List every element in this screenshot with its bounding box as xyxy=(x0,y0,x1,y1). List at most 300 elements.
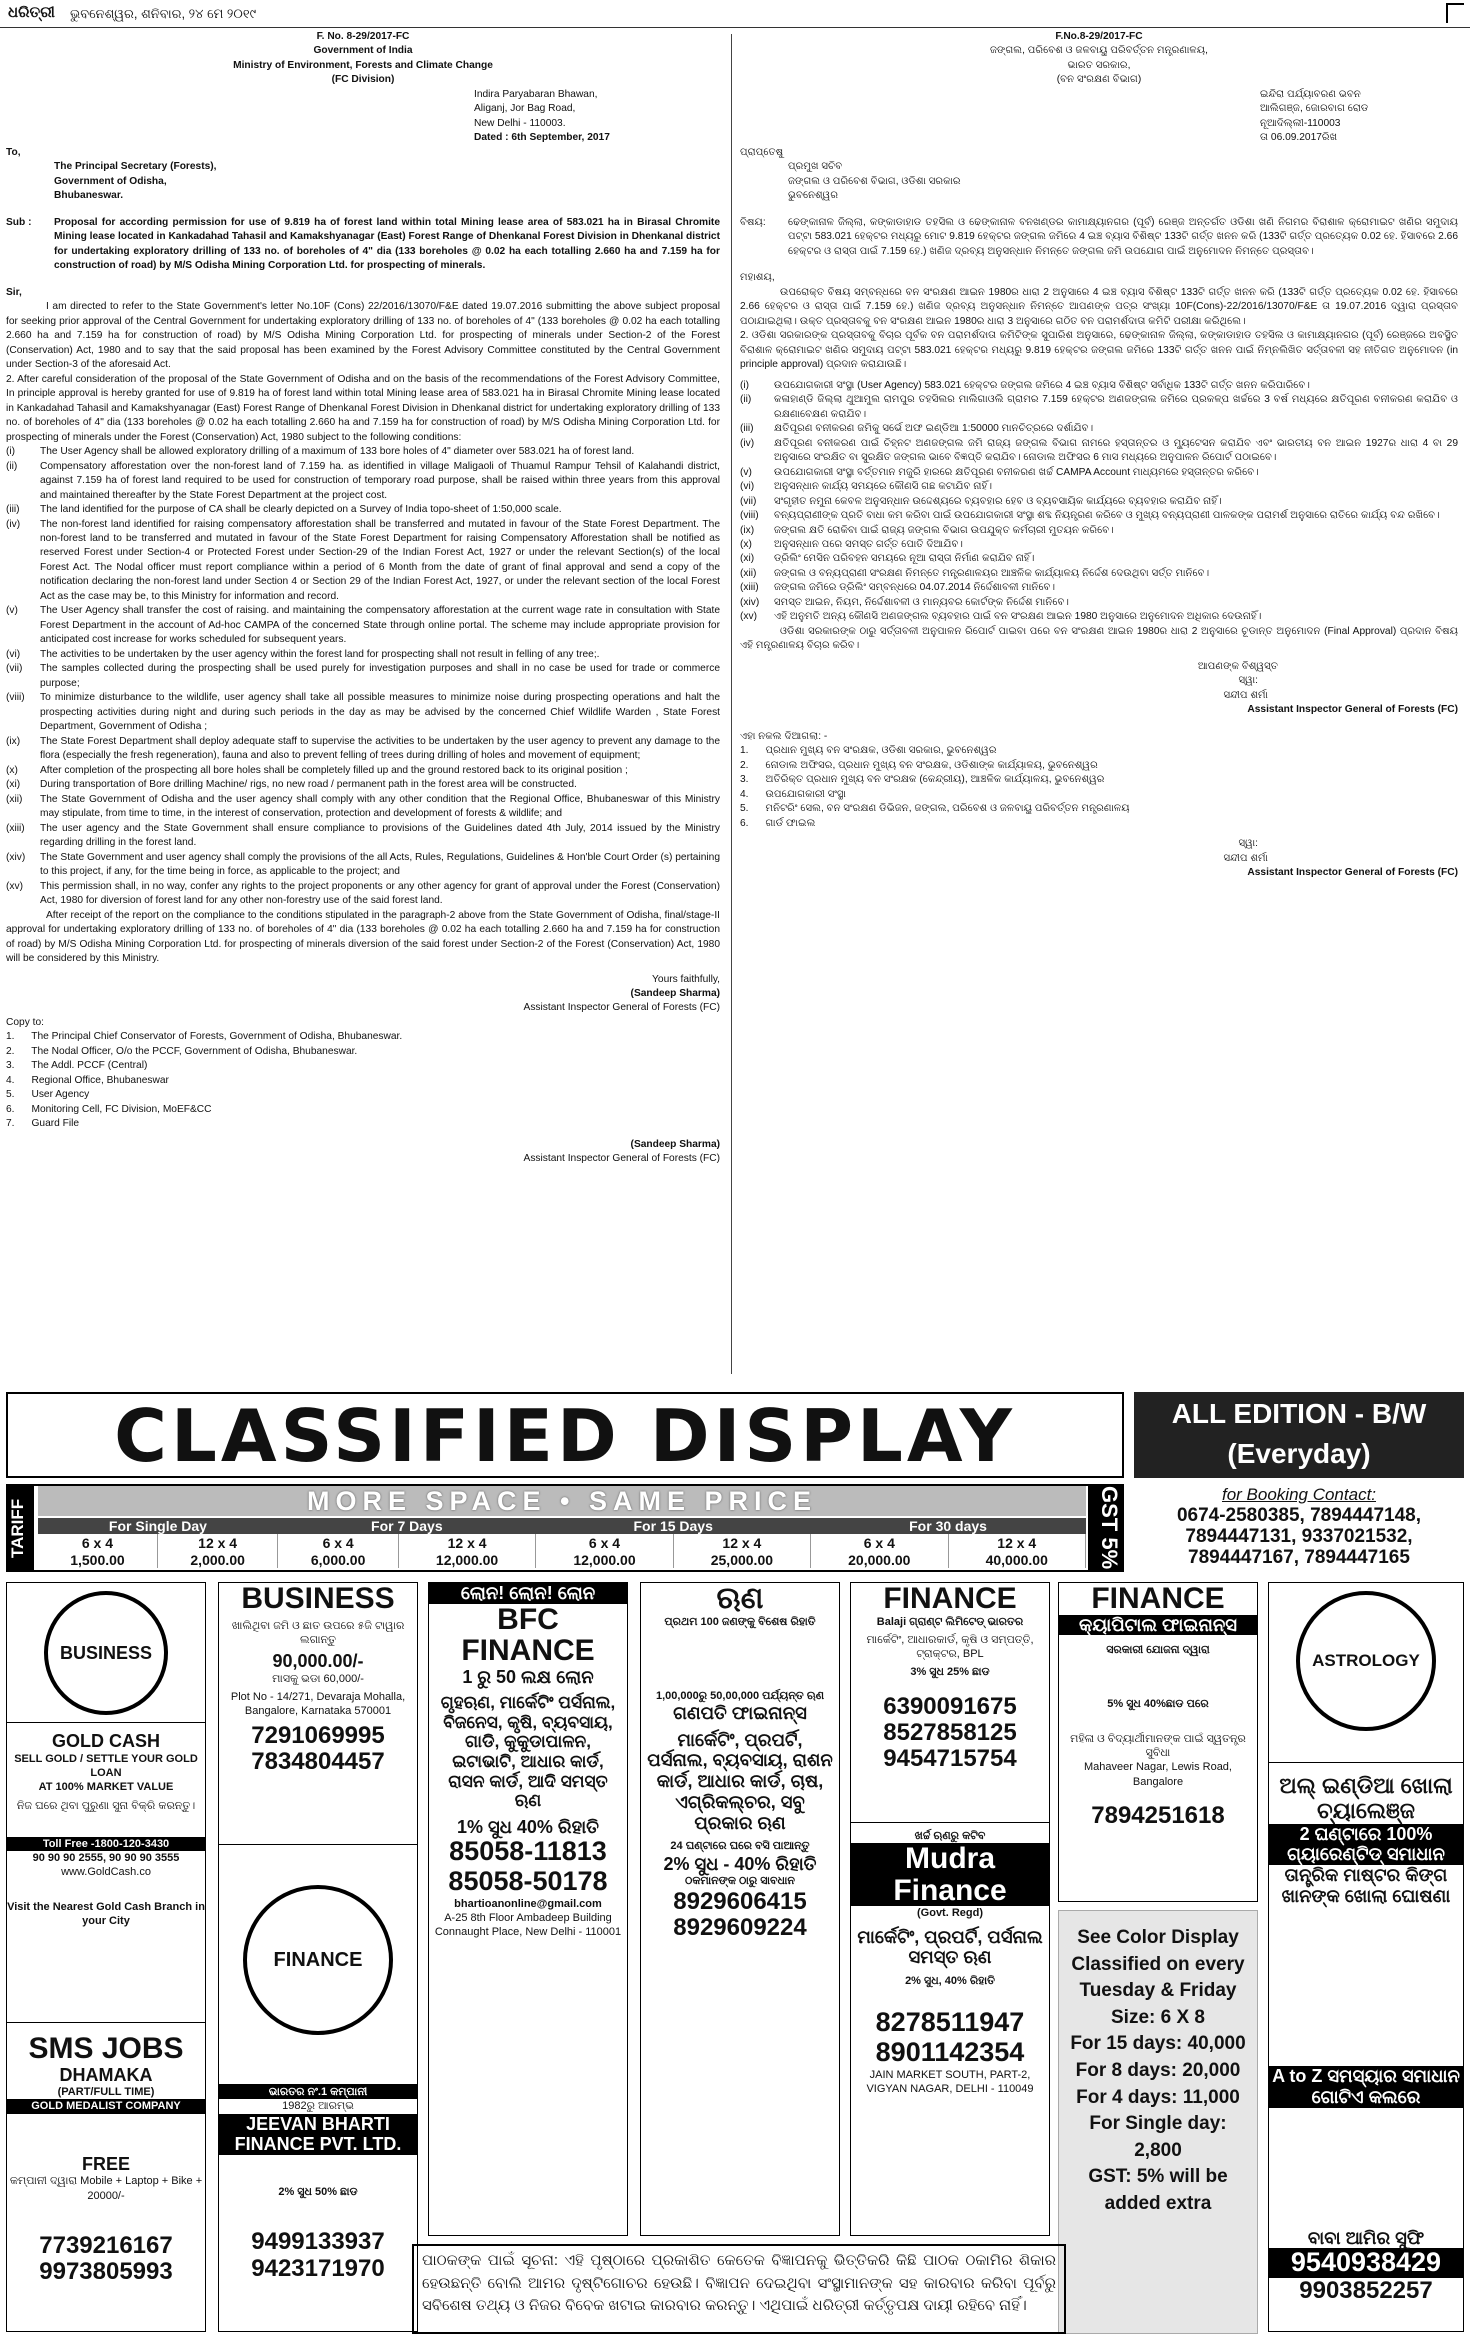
ad-title: FINANCE xyxy=(883,1583,1017,1615)
condition-number: (vii) xyxy=(740,495,757,507)
recipient xyxy=(740,160,1458,203)
colorbox-line: See Color Display xyxy=(1077,1927,1239,1948)
ad-subtitle: କ୍ୟାପିଟାଲ ଫାଇନାନ୍ସ xyxy=(1059,1615,1257,1636)
ad-address: JAIN MARKET SOUTH, PART-2, VIGYAN NAGAR, DELHI - 110049 xyxy=(866,2068,1034,2095)
size-cell: 12 x 4 xyxy=(157,1534,277,1551)
condition-item xyxy=(6,445,720,459)
conditions-list xyxy=(6,445,720,909)
ad-text: 2% ସୁଧ 50% ଛାଡ xyxy=(278,2185,358,2198)
file-number: F.No.8-29/2017-FC xyxy=(1055,31,1143,42)
ad-text: 2% ସୁଧ, 40% ରିହାତି xyxy=(905,1974,995,1987)
subject-text: ଢେଙ୍କାନାଳ ଜିଲ୍ଲା, କଙ୍କାଡାହାଡ ତହସିଲ ଓ ଢେଙ୍କାନାଳ ବନଖଣ୍ଡର କାମାକ୍ଷ୍ୟାନଗର (ପୂର୍ବ) ରେଞ୍ଜ ଅନ୍ତର୍ଗତ ଓଡିଶା ଖଣି ନିଗମର ବିରାଶାଳ କ୍ରୋମାଇଟ ଖଣିର ସମୁଦାୟ ପଟ୍ଟା 583.021 ହେକ୍ଟର ମଧ୍ୟରୁ ମୋଟ 9.819 ହେକ୍ଟର ଜଙ୍ଗଲ ଜମିରେ 4 ଇଞ୍ଚ ବ୍ୟାସ ବିଶିଷ୍ଟ 133ଟି ଗର୍ତ୍ତ ଖନନ କରି (133ଟି ଗର୍ତ୍ତ ପ୍ରତ୍ୟେକ 0.02 ହେ. ହିସାବରେ 2.66 ହେକ୍ଟର ଓ ରାସ୍ତା ପାଇଁ 7.159 ହେ.) ଖଣିଜ ଦ୍ରବ୍ୟ ଅନୁସନ୍ଧାନ ନିମନ୍ତେ ଜଙ୍ଗଲ ଜମି ଉପଯୋଗ ପାଇଁ ଅନୁମୋଦନ ନିମନ୍ତେ ପ୍ରସ୍ତାବ। xyxy=(788,216,1458,257)
website: www.GoldCash.co xyxy=(61,1866,151,1879)
ad-text: ମାର୍କେଟିଂ, ଆଧାରକାର୍ଡ, କୃଷି ଓ ସମ୍ପତ୍ତି, ଟ୍ରାକ୍ଟର, BPL xyxy=(866,1633,1034,1661)
copy-item: 4. Regional Office, Bhubaneswar xyxy=(6,1074,169,1086)
designation-2: Assistant Inspector General of Forests (FC) xyxy=(1247,867,1458,879)
paragraph-1: I am directed to refer to the State Government's letter No.10F (Cons) 22/2016/13070/F&E dated 19.07.2016 submitting the above subject proposal for seeking prior approval of the Central Government for undertaking exploratory drilling of 133 no. of boreholes of 4" (133 boreholes @ 0.02 ha each totalling 2.660 ha and 7.159 ha for construction of road) by M/S Odisha Mining Corporation Ltd. for prospecting of minerals under Section-2 of the Forest (Conservation) Act, 1980 and to say that the said proposal has been examined by the Forest Advisory Committee constituted by the Central Government under Section-3 of the aforesaid Act. xyxy=(6,301,720,371)
phone: 9454715754 xyxy=(883,1745,1017,1773)
ad-text: 5% ସୁଧ 40%ଛାଡ ପରେ xyxy=(1107,1698,1209,1711)
ad-text: (Govt. Regd) xyxy=(917,1907,983,1920)
ad-title: FINANCE xyxy=(1091,1583,1225,1615)
condition-item xyxy=(6,604,720,647)
odia-notice xyxy=(740,30,1458,1382)
address-line: Indira Paryabaran Bhawan, xyxy=(474,88,598,100)
ad-text: ତାନ୍ତ୍ରିକ ମାଷ୍ଟର କିଙ୍ଗ ଖାନଙ୍କ ଖୋଲା ଘୋଷଣା xyxy=(1281,1864,1451,1906)
paragraph-2: 2. ଓଡିଶା ସରକାରଙ୍କ ପ୍ରସ୍ତାବକୁ ବିଚାର ପୂର୍ବକ ବନ ପରାମର୍ଶଦାତା କମିଟିଙ୍କ ସୁପାରିଶ ଅନୁସାରେ, ଢେଙ୍କାନାଳ ଜିଲ୍ଲା, କଙ୍କାଡାହାଡ ତହସିଲ ଓ କାମାକ୍ଷ୍ୟାନଗର (ପୂର୍ବ) ରେଞ୍ଜରେ ଅବସ୍ଥିତ ବିରାଶାଳ କ୍ରୋମାଇଟ ଖଣିର ସମୁଦାୟ ପଟ୍ଟା 583.021 ହେକ୍ଟର ମଧ୍ୟରୁ 9.819 ହେକ୍ଟର ଜଙ୍ଗଲ ଜମିରେ 133ଟି ଗର୍ତ୍ତ ଖନନ ପାଇଁ ନିମ୍ନଲିଖିତ ସର୍ତ୍ତାବଳୀ ସହ ନୀତିଗତ ଅନୁମୋଦନ (in principle approval) ପ୍ରଦାନ କରାଯାଉଛି। xyxy=(740,330,1458,371)
condition-text: କଳାହାଣ୍ଡି ଜିଲ୍ଲା ଥୁଆମୁଲ ରାମପୁର ତହସିଲର ମାଲିଗାଓଲି ଗ୍ରାମର 7.159 ହେକ୍ଟର ଅଣଜଙ୍ଗଲ ଜମିରେ ପ୍ରକଳ୍ପ ଖର୍ଚ୍ଚରେ 3 ବର୍ଷ ମଧ୍ୟରେ କ୍ଷତିପୂରଣ ବନୀକରଣ କରାଯିବ ଓ ରକ୍ଷଣାବେକ୍ଷଣ କରାଯିବ। xyxy=(774,394,1458,420)
ad-text: ଲୋନ! ଲୋନ! ଲୋନ xyxy=(429,1583,627,1604)
condition-text: ସମସ୍ତ ଆଇନ, ନିୟମ, ନିର୍ଦ୍ଦେଶାବଳୀ ଓ ମାନ୍ୟବର କୋର୍ଟଙ୍କ ନିର୍ଦ୍ଦେଶ ମାନିବେ। xyxy=(774,596,1069,608)
color-display-box xyxy=(1058,1910,1258,2334)
signatory: ସନ୍ଦୀପ ଶର୍ମା xyxy=(1223,689,1268,701)
salutation: Sir, xyxy=(6,286,22,298)
condition-number: (x) xyxy=(6,764,18,776)
ad-title: BUSINESS xyxy=(241,1583,395,1615)
designation-2: Assistant Inspector General of Forests (FC) xyxy=(523,1153,720,1165)
ad-title: ଅଲ୍ ଇଣ୍ଡିଆ ଖୋଲା ଚ୍ୟାଲେଞ୍ଜ xyxy=(1279,1773,1453,1824)
phone: 85058-11813 xyxy=(449,1836,607,1867)
condition-text: ସଂଗୃହୀତ ନମୁନା କେବଳ ଅନୁସନ୍ଧାନ ଉଦ୍ଦେଶ୍ୟରେ ବ୍ୟବହାର ହେବ ଓ ବ୍ୟବସାୟିକ କାର୍ଯ୍ୟରେ ବ୍ୟବହାର କରାଯିବ ନାହିଁ। xyxy=(774,495,1222,507)
price-cell: 12,000.00 xyxy=(536,1551,673,1568)
closing: ଆପଣଙ୍କ ବିଶ୍ୱସ୍ତ xyxy=(1197,660,1278,672)
condition-number: (vii) xyxy=(6,663,23,675)
copy-to-label: Copy to: xyxy=(6,1016,44,1028)
condition-number: (xiv) xyxy=(6,851,26,863)
recipient-line: Government of Odisha, xyxy=(54,175,167,187)
government: Government of India xyxy=(313,45,413,57)
business-logo: BUSINESS xyxy=(44,1591,168,1715)
recipient-line: ପ୍ରମୁଖ ସଚିବ xyxy=(788,161,843,173)
condition-item xyxy=(740,480,1458,494)
condition-number: (x) xyxy=(740,538,752,550)
masthead xyxy=(0,0,1470,28)
date-line: Dated : 6th September, 2017 xyxy=(474,132,610,144)
condition-text: The User Agency shall be allowed exploratory drilling of a maximum of 133 bore holes of 4" diameter over 583.021 ha of forest land. xyxy=(40,446,635,458)
condition-item xyxy=(740,495,1458,509)
condition-text: The samples collected during the prospecting shall be used purely for investigation purposes and shall in no case be used for trade or commerce purpose; xyxy=(40,663,720,689)
copy-item: 5. ମନିଟରିଂ ସେଲ, ବନ ସଂରକ୍ଷଣ ଡିଭିଜନ, ଜଙ୍ଗଲ, ପରିବେଶ ଓ ଜଳବାୟୁ ପରିବର୍ତ୍ତନ ମନ୍ତ୍ରଣାଳୟ xyxy=(740,803,1130,815)
condition-number: (vi) xyxy=(6,648,21,660)
ad-text: ଖାଲିଥିବା ଜମି ଓ ଛାତ ଉପରେ ୫ଜି ଟାୱାର ଲଗାନ୍ତୁ xyxy=(231,1619,405,1646)
business-logo-ad xyxy=(7,1583,205,1723)
phone: 9499133937 xyxy=(251,2228,385,2256)
condition-number: (ix) xyxy=(740,524,755,536)
condition-item xyxy=(740,581,1458,595)
size-cell: 12 x 4 xyxy=(673,1534,810,1551)
copy-item: 5. User Agency xyxy=(6,1089,90,1101)
condition-item xyxy=(6,880,720,909)
condition-text: ଅନୁସନ୍ଧାନ ପରେ ସମସ୍ତ ଗର୍ତ୍ତ ପୋତି ଦିଆଯିବ। xyxy=(774,538,964,550)
ad-text: 3% ସୁଧ 25% ଛାଡ xyxy=(910,1666,990,1679)
designation: Assistant Inspector General of Forests (FC) xyxy=(1247,704,1458,716)
copy-item: 7. Guard File xyxy=(6,1118,80,1130)
address-line: ଆଲିଗଞ୍ଜ, ଜୋରବାଗ ରୋଡ xyxy=(1260,103,1369,115)
ad-subtitle: DHAMAKA xyxy=(59,2064,153,2085)
subject-label: Sub : xyxy=(6,216,32,228)
condition-text: The State Government of Odisha and the user agency shall comply with any other condition that the Regional Office, Bhubaneswar of this Ministry may stipulate, from time to time, in the interest of conservation, protection and development of forests & wildlife; and xyxy=(40,793,720,820)
ad-text: 90,000.00/- xyxy=(272,1651,364,1672)
english-notice xyxy=(6,30,724,1382)
copy-item: 1. The Principal Chief Conservator of Forests, Government of Odisha, Bhubaneswar. xyxy=(6,1031,403,1043)
address-line: Aliganj, Jor Bag Road, xyxy=(474,103,576,115)
ad-text: ପ୍ରଥମ 100 ଜଣଙ୍କୁ ବିଶେଷ ରିହାତି xyxy=(664,1615,816,1628)
ad-title: JEEVAN BHARTI FINANCE PVT. LTD. xyxy=(219,2114,417,2155)
copy-item: 4. ଉପଯୋଗକାରୀ ସଂସ୍ଥା xyxy=(740,788,846,800)
condition-item xyxy=(6,793,720,822)
condition-number: (xii) xyxy=(6,793,23,805)
ad-text: ବାବା ଆମିର ସୁଫି xyxy=(1307,2227,1425,2248)
ad-text: AT 100% MARKET VALUE xyxy=(38,1781,174,1794)
ad-column-6 xyxy=(1058,1582,1258,1902)
phone: 7739216167 xyxy=(39,2232,173,2260)
salutation: ମହାଶୟ, xyxy=(740,272,775,284)
tariff-header: For 7 Days xyxy=(278,1518,536,1534)
condition-number: (xv) xyxy=(6,880,23,892)
ad-text: ଗୃହଋଣ, ମାର୍କେଟିଂ ପର୍ସନାଲ, ବିଜନେସ, କୃଷି, ବ୍ୟବସାୟ, ଗାଡି, କୁକୁଡାପାଳନ, ଇଟାଭାଟି, ଆଧାର କାର୍ଡ, ରାସନ କାର୍ଡ, ଆଦି ସମସ୍ତ ଋଣ xyxy=(440,1693,616,1811)
price-cell: 25,000.00 xyxy=(673,1551,810,1568)
ad-text: (PART/FULL TIME) xyxy=(57,2086,155,2099)
condition-text: ଉପଯୋଗକାରୀ ସଂସ୍ଥା ବର୍ତ୍ତମାନ ମଜୁରି ହାରରେ କ୍ଷତିପୂରଣ ବନୀକରଣ ଖର୍ଚ୍ଚ CAMPA Account ମାଧ୍ୟମରେ ହସ୍ତାନ୍ତର କରିବେ। xyxy=(774,466,1259,478)
address-line: New Delhi - 110003. xyxy=(474,117,566,129)
colorbox-line: For 8 days: 20,000 xyxy=(1075,2059,1241,2081)
phones: 90 90 90 2555, 90 90 90 3555 xyxy=(32,1852,180,1865)
condition-text: The State Forest Department shall deploy adequate staff to supervise the activities to be undertaken by the user agency to prevent any damage to the flora (especially the fresh regeneration), fauna and also to prevent felling of trees during drilling of holes and movement of equipment; xyxy=(40,735,720,762)
reader-notice: ପାଠକଙ୍କ ପାଇଁ ସୂଚନା: ଏହି ପୃଷ୍ଠାରେ ପ୍ରକାଶିତ କେତେକ ବିଜ୍ଞାପନକୁ ଭିତ୍ତିକରି କିଛି ପାଠକ ଠକାମିର ଶିକାର ହେଉଛନ୍ତି ବୋଲି ଆମର ଦୃଷ୍ଟିଗୋଚର ହେଉଛି। ବିଜ୍ଞାପନ ଦେଇଥିବା ସଂସ୍ଥାମାନଙ୍କ ସହ କାରବାର କରିବା ପୂର୍ବରୁ ସବିଶେଷ ତଥ୍ୟ ଓ ନିଜର ବିବେକ ଖଟାଇ କାରବାର କରନ୍ତୁ। ଏଥିପାଇଁ ଧରିତ୍ରୀ କର୍ତ୍ତୃପକ୍ଷ ଦାୟୀ ରହିବେ ନାହିଁ। xyxy=(412,2244,1066,2334)
condition-number: (viii) xyxy=(6,692,25,704)
subject-label: ବିଷୟ: xyxy=(740,216,766,228)
condition-text: ଜଙ୍ଗଲ କ୍ଷତି ରୋକିବା ପାଇଁ ରାଜ୍ୟ ଜଙ୍ଗଲ ବିଭାଗ ଉପଯୁକ୍ତ କର୍ମଚାରୀ ମୁତୟନ କରିବେ। xyxy=(774,524,1114,536)
condition-text: The activities to be undertaken by the user agency within the forest land for prospecting shall not result in felling of any tree;. xyxy=(40,648,600,660)
colorbox-line: added extra xyxy=(1104,2192,1212,2214)
size-cell: 6 x 4 xyxy=(38,1534,157,1551)
ad-text: 1,00,000ରୁ 50,00,000 ପର୍ଯ୍ୟନ୍ତ ଋଣ xyxy=(655,1689,825,1702)
condition-text: The user agency and the State Government shall ensure compliance to provisions of the Guidelines dated 4th July, 2014 issued by the Ministry regarding drilling in the forest land. xyxy=(40,822,720,849)
classified-header xyxy=(6,1392,1464,1572)
condition-text: ବନ୍ୟପ୍ରାଣୀଙ୍କ ପ୍ରତି ବାଧା କମ କରିବା ପାଇଁ ଉପଯୋଗକାରୀ ସଂସ୍ଥା ଶବ୍ଦ ନିୟନ୍ତ୍ରଣ କରିବେ ଓ ମୁଖ୍ୟ ବନ୍ୟପ୍ରାଣୀ ପାଳକଙ୍କ ପରାମର୍ଶ ଅନୁସାରେ ରାତିରେ କାର୍ଯ୍ୟ ବନ୍ଦ ରଖିବେ। xyxy=(774,510,1440,522)
size-cell: 12 x 4 xyxy=(398,1534,535,1551)
astrology-ad xyxy=(1269,1763,1463,2331)
ad-text: କମ୍ପାନୀ ଦ୍ୱାରା Mobile + Laptop + Bike + 20000/- xyxy=(9,2175,203,2202)
signatory: (Sandeep Sharma) xyxy=(630,988,720,999)
tariff-grid xyxy=(38,1518,1086,1568)
copy-list xyxy=(740,744,1458,831)
copy-item: 2. ନୋଡାଲ ଅଫିସର, ପ୍ରଧାନ ମୁଖ୍ୟ ବନ ସଂରକ୍ଷକ, ଓଡିଶାଙ୍କ କାର୍ଯ୍ୟାଳୟ, ଭୁବନେଶ୍ୱର xyxy=(740,759,1098,771)
address-line: ଇନ୍ଦିରା ପର୍ଯ୍ୟାବରଣ ଭବନ xyxy=(1260,88,1361,100)
colorbox-line: For 15 days: 40,000 xyxy=(1070,2033,1246,2055)
condition-text: The User Agency shall transfer the cost of raising. and maintaining the compensatory afforestation at the current wage rate in consultation with State Forest Department in the account of Ad-hoc CAMPA of the concerned State through online portal. The scheme may include appropriate provision for anticipated cost increase for works scheduled for subsequent years. xyxy=(40,605,720,646)
condition-number: (i) xyxy=(740,379,750,391)
paragraph-3: ଓଡିଶା ସରକାରଙ୍କ ଠାରୁ ସର୍ତ୍ତାବଳୀ ଅନୁପାଳନ ରିପୋର୍ଟ ପାଇବା ପରେ ବନ ସଂରକ୍ଷଣ ଆଇନ 1980ର ଧାରା 2 ଅନୁସାରେ ଚୂଡାନ୍ତ ଅନୁମୋଦନ (Final Approval) ପ୍ରଦାନ ବିଷୟ ଏହି ମନ୍ତ୍ରଣାଳୟ ବିଚାର କରିବ। xyxy=(740,625,1458,652)
ad-text: ମହିଳା ଓ ବିଦ୍ୟାର୍ଥୀମାନଙ୍କ ପାଇଁ ସ୍ୱତନ୍ତ୍ର ସୁବିଧା xyxy=(1070,1732,1246,1760)
recipient-line: ଜଙ୍ଗଲ ଓ ପରିବେଶ ବିଭାଗ, ଓଡିଶା ସରକାର xyxy=(788,175,961,187)
condition-text: ଅନୁସନ୍ଧାନ କାର୍ଯ୍ୟ ସମୟରେ କୌଣସି ଗଛ କଟାଯିବ ନାହିଁ। xyxy=(774,481,993,493)
condition-text: The State Government and user agency shall comply the provisions of the all Acts, Rules, Regulations, Guidelines & Hon'ble Court Order (s) pertaining to this project, if any, for the time being in force, as applicable to the project; and xyxy=(40,851,720,878)
ad-text: ମାର୍କେଟିଂ, ପ୍ରପର୍ଟି, ପର୍ସନାଲ, ବ୍ୟବସାୟ, ରାଶନ କାର୍ଡ, ଆଧାର କାର୍ଡ, ଚାଷ, ଏଗ୍ରିକଲ୍ଚର, ସବୁ ପ୍ରକାର ଋଣ xyxy=(647,1729,833,1833)
paragraph-1: ଉପରୋକ୍ତ ବିଷୟ ସମ୍ବନ୍ଧରେ ବନ ସଂରକ୍ଷଣ ଆଇନ 1980ର ଧାରା 2 ଅନୁସାରେ 4 ଇଞ୍ଚ ବ୍ୟାସ ବିଶିଷ୍ଟ 133ଟି ଗର୍ତ୍ତ ଖନନ କରି (133ଟି ଗର୍ତ୍ତ ପ୍ରତ୍ୟେକ 0.02 ହେ. ହିସାବରେ 2.66 ହେକ୍ଟର ଓ ରାସ୍ତା ପାଇଁ 7.159 ହେ.) ଖଣିଜ ଦ୍ରବ୍ୟ ଅନୁସନ୍ଧାନ ନିମନ୍ତେ ଆପଣଙ୍କ ପତ୍ର ସଂଖ୍ୟା 10F(Cons)-22/2016/13070/F&E ତା 19.07.2016 ଦ୍ୱାରା ପ୍ରସ୍ତାବ ପଠାଯାଇଥିଲା। ଉକ୍ତ ପ୍ରସ୍ତାବକୁ ବନ ସଂରକ୍ଷଣ ଆଇନ 1980ର ଧାରା 3 ଅନୁସାରେ ଗଠିତ ବନ ପରାମର୍ଶଦାତା କମିଟି ପରୀକ୍ଷା କରିଥିଲେ। xyxy=(740,286,1458,327)
mudra-finance-ad xyxy=(851,1823,1049,2235)
condition-number: (v) xyxy=(6,605,18,617)
condition-number: (iv) xyxy=(740,437,755,449)
government: ଭାରତ ସରକାର, xyxy=(1067,59,1131,71)
ad-text: GOLD MEDALIST COMPANY xyxy=(7,2099,205,2113)
condition-number: (ix) xyxy=(6,735,21,747)
subject-text: Proposal for according permission for use of 9.819 ha of forest land within total Mining lease area of 583.021 ha in Birasal Chromite Mining lease located in Kankadahad Tahasil and Kamakshyanagar (East) Forest Range of Dhenkanal Forest Division in Dhenkanal district for undertaking exploratory drilling of 133 no. of boreholes of 4" dia (133 boreholes @ 0.02 ha each totalling 2.660 ha and 7.159 ha for construction of road) by M/S Odisha Mining Corporation Ltd. for prospecting of minerals. xyxy=(54,216,720,272)
phone: 85058-50178 xyxy=(448,1866,608,1897)
business-ad xyxy=(219,1583,417,1845)
price-cell: 12,000.00 xyxy=(398,1551,535,1568)
issue-date: ଭୁବନେଶ୍ୱର, ଶନିବାର, ୨୪ ମେ ୨୦୧୯ xyxy=(70,6,257,21)
phone: 6390091675 xyxy=(883,1692,1017,1720)
condition-item xyxy=(6,735,720,764)
condition-text: ଉପଯୋଗକାରୀ ସଂସ୍ଥା (User Agency) 583.021 ହେକ୍ଟର ଜଙ୍ଗଲ ଜମିରେ 4 ଇଞ୍ଚ ବ୍ୟାସ ବିଶିଷ୍ଟ ସର୍ବାଧିକ 133ଟି ଗର୍ତ୍ତ ଖନନ କରିପାରିବେ। xyxy=(774,379,1310,391)
condition-text: ଜଙ୍ଗଲ ଓ ବନ୍ୟପ୍ରାଣୀ ସଂରକ୍ଷଣ ନିମନ୍ତେ ମନ୍ତ୍ରଣାଳୟର ଆଞ୍ଚଳିକ କାର୍ଯ୍ୟାଳୟ ନିର୍ଦ୍ଦେଶ ଦେଉଥିବା ସର୍ତ୍ତ ମାନିବେ। xyxy=(774,567,1210,579)
copy-item: 3. The Addl. PCCF (Central) xyxy=(6,1060,148,1072)
condition-number: (ii) xyxy=(740,394,752,406)
phone: 8278511947 xyxy=(875,2007,1025,2038)
tariff-header: For Single Day xyxy=(38,1518,278,1534)
ad-column-1 xyxy=(6,1582,206,2332)
phone: 9903852257 xyxy=(1299,2277,1433,2305)
copy-to-label: ଏହା ନକଲ ଦିଆଗଲା: - xyxy=(740,730,828,742)
page-corner-mark xyxy=(1446,3,1464,23)
condition-item xyxy=(740,509,1458,523)
condition-item xyxy=(6,518,720,605)
subject xyxy=(6,216,720,274)
condition-item xyxy=(6,822,720,851)
condition-item xyxy=(740,610,1458,624)
email: bhartioanonline@gmail.com xyxy=(454,1897,602,1910)
ad-text: ନିଜ ଘରେ ଥିବା ପୁରୁଣା ସୁନା ବିକ୍ରି କରନ୍ତୁ। xyxy=(16,1799,196,1812)
ad-text: 2% ସୁଧ - 40% ରିହାତି xyxy=(663,1853,817,1874)
condition-text: ଡ୍ରିଲିଂ ମେସିନ ପରିବହନ ସମୟରେ ନୂଆ ରାସ୍ତା ନିର୍ମାଣ କରାଯିବ ନାହିଁ। xyxy=(774,553,1035,565)
condition-item xyxy=(740,422,1458,436)
ad-title: SMS JOBS xyxy=(28,2032,184,2065)
condition-text: The non-forest land identified for raising compensatory afforestation shall be transferred and mutated in favour of the State Forest Department. The non-forest land to be transferred and mutated in favour of the State Forest Department for raising Compensatory Afforestation shall be notified as reserved Forest under Section-4 or Protected Forest under Section-29 of the Indian Forest Act, 1927 or under the relevant Section(s) of the local Forest Act. The Nodal officer must report compliance within a period of 6 Month from the date of grant of final approval and send a copy of the notification declaring the non-forest land under Section 4 or Section 29 of the Indian Forest Act, 1927, or under the relevant section of the local Forest Act as the case may be, to this Ministry for information and record. xyxy=(40,518,720,602)
sms-jobs-ad xyxy=(7,2023,205,2331)
ad-address: A-25 8th Floor Ambadeep Building Connaught Place, New Delhi - 110001 xyxy=(434,1912,622,1939)
ad-column-5 xyxy=(850,1582,1050,2236)
date-line: ତା 06.09.2017ରିଖ xyxy=(1260,132,1338,144)
ad-title: ଋଣ xyxy=(716,1583,764,1615)
ad-text: 24 ଘଣ୍ଟାରେ ଘରେ ବସି ପାଆନ୍ତୁ xyxy=(670,1840,810,1853)
booking-phone-line: 7894447167, 7894447165 xyxy=(1188,1547,1410,1568)
gold-cash-ad xyxy=(7,1723,205,2023)
condition-item xyxy=(6,503,720,517)
signatory-2: ସନ୍ଦୀପ ଶର୍ମା xyxy=(1223,852,1268,864)
phone: 9540938429 xyxy=(1269,2248,1463,2278)
edition-line: ALL EDITION - B/W xyxy=(1171,1398,1427,1429)
ad-column-4 xyxy=(640,1582,840,2236)
condition-item xyxy=(6,662,720,691)
condition-number: (xiii) xyxy=(6,822,25,834)
condition-text: Compensatory afforestation over the non-forest land of 7.159 ha. as identified in village Maligaoli of Thuamul Rampur Tehsil of Kalahandi district, against 7.159 ha of forest land required to be used for construction of temporary road purpose, shall be raised within three years from this approval and maintained thereafter by the State Forest Department at the project cost. xyxy=(40,460,720,501)
condition-number: (ii) xyxy=(6,460,18,472)
condition-text: After completion of the prospecting all bore holes shall be completely filled up and the ground restored back to its original position ; xyxy=(40,764,628,776)
capital-finance-ad xyxy=(1059,1583,1257,1901)
tariff-header: For 15 Days xyxy=(536,1518,811,1534)
condition-item xyxy=(740,466,1458,480)
ad-text: ମାର୍କେଟିଂ, ପ୍ରପର୍ଟି, ପର୍ସନାଲ ସମସ୍ତ ଋଣ xyxy=(857,1926,1043,1968)
size-cell: 6 x 4 xyxy=(536,1534,673,1551)
condition-item xyxy=(740,596,1458,610)
price-cell: 20,000.00 xyxy=(811,1551,948,1568)
condition-number: (vi) xyxy=(740,481,755,493)
astrology-logo-ad xyxy=(1269,1583,1463,1763)
column-divider xyxy=(731,34,732,1374)
condition-text: This permission shall, in no way, confer any rights to the project proponents or any other agency for grant of approval under the Forest (Conservation) Act, 1980 for diversion of forest land for any other non-forestry use of the said forest land. xyxy=(40,880,720,907)
condition-item xyxy=(740,379,1458,393)
booking-title: for Booking Contact: xyxy=(1221,1485,1377,1504)
tariff-table xyxy=(6,1484,1124,1572)
condition-text: To minimize disturbance to the wildlife, user agency shall take all possible measures to minimize noise during prospecting operations and halt the prospecting activities during night and during such periods in the day as may be advised by the concerned Chief Wildlife Warden , State Forest Department, Government of Odisha ; xyxy=(40,692,720,733)
ad-text: ଭାରତର ନଂ.1 କମ୍ପାନୀ xyxy=(219,2085,417,2099)
astrology-logo: ASTROLOGY xyxy=(1296,1591,1436,1731)
phone: 7834804457 xyxy=(251,1748,385,1776)
condition-number: (xiv) xyxy=(740,596,760,608)
phone: 7894251618 xyxy=(1091,1801,1225,1829)
ad-text: ଠକମାନଙ୍କ ଠାରୁ ସାବଧାନ xyxy=(684,1875,796,1888)
recipient-line: The Principal Secretary (Forests), xyxy=(54,161,217,173)
condition-number: (v) xyxy=(740,466,752,478)
size-cell: 12 x 4 xyxy=(948,1534,1086,1551)
colorbox-line: For 4 days: 11,000 xyxy=(1076,2086,1240,2108)
ad-text: 1% ସୁଧ 40% ରିହାତି xyxy=(456,1816,600,1837)
edition-line: (Everyday) xyxy=(1227,1438,1371,1469)
colorbox-line: Tuesday & Friday xyxy=(1079,1980,1237,2002)
price-cell: 2,000.00 xyxy=(157,1551,277,1568)
condition-item xyxy=(740,393,1458,422)
conditions-list xyxy=(740,379,1458,625)
condition-text: କ୍ଷତିପୂରଣ ବନୀକରଣ ଜମିକୁ ସର୍ଭେ ଅଫ ଇଣ୍ଡିଆ 1:50000 ମାନଚିତ୍ରରେ ଦର୍ଶାଯିବ। xyxy=(774,423,1094,435)
price-cell: 40,000.00 xyxy=(948,1551,1086,1568)
file-number: F. No. 8-29/2017-FC xyxy=(316,31,410,42)
phone: 8527858125 xyxy=(883,1719,1017,1747)
ministry: Ministry of Environment, Forests and Climate Change xyxy=(233,59,493,71)
price-cell: 1,500.00 xyxy=(38,1551,157,1568)
copy-item: 3. ଅତିରିକ୍ତ ପ୍ରଧାନ ମୁଖ୍ୟ ବନ ସଂରକ୍ଷକ (କେନ୍ଦ୍ରୀୟ), ଆଞ୍ଚଳିକ କାର୍ଯ୍ୟାଳୟ, ଭୁବନେଶ୍ୱର xyxy=(740,774,1105,786)
condition-text: The land identified for the purpose of CA shall be clearly depicted on a Survey of India topo-sheet of 1:50,000 scale. xyxy=(40,504,562,516)
edition-box xyxy=(1134,1392,1464,1478)
condition-item xyxy=(6,648,720,662)
copy-item: 6. ଗାର୍ଡ ଫାଇଲ xyxy=(740,817,816,829)
sd-mark: ସ୍ୱା: xyxy=(1238,675,1258,687)
colorbox-line: GST: 5% will be xyxy=(1088,2166,1228,2188)
designation: Assistant Inspector General of Forests (FC) xyxy=(523,1002,720,1014)
ad-subtitle: ଗଣପତି ଫାଇନାନ୍ସ xyxy=(673,1703,807,1724)
ad-text: Visit the Nearest Gold Cash Branch in your City xyxy=(7,1900,205,1928)
copy-item: 6. Monitoring Cell, FC Division, MoEF&CC xyxy=(6,1103,212,1115)
condition-number: (xi) xyxy=(6,779,21,791)
phone: 8929609224 xyxy=(673,1913,807,1941)
tariff-label: TARIFF xyxy=(8,1486,34,1570)
bfc-finance-ad xyxy=(429,1583,627,2235)
ad-text: Balaji ଗ୍ରାଣ୍ଟ ଲିମିଟେଡ୍ ଭାରତର xyxy=(876,1615,1024,1628)
division: (FC Division) xyxy=(331,74,395,86)
condition-item xyxy=(740,552,1458,566)
ad-address: Plot No - 14/271, Devaraja Mohalla, Bangalore, Karnataka 570001 xyxy=(230,1691,406,1718)
sender-address xyxy=(740,88,1458,146)
condition-number: (iii) xyxy=(6,504,20,516)
ad-address: Mahaveer Nagar, Lewis Road, Bangalore xyxy=(1084,1761,1232,1788)
ad-text: 2 ଘଣ୍ଟାରେ 100% ଗ୍ୟାରେଣ୍ଟିଡ୍ ସମାଧାନ xyxy=(1269,1824,1463,1865)
classified-title: CLASSIFIED DISPLAY xyxy=(6,1392,1124,1478)
signatory-2: (Sandeep Sharma) xyxy=(630,1138,720,1150)
ad-column-7 xyxy=(1268,1582,1464,2332)
booking-contact xyxy=(1134,1484,1464,1572)
copy-item: 1. ପ୍ରଧାନ ମୁଖ୍ୟ ବନ ସଂରକ୍ଷକ, ଓଡିଶା ସରକାର, ଭୁବନେଶ୍ୱର xyxy=(740,745,997,757)
condition-item xyxy=(740,538,1458,552)
condition-number: (xi) xyxy=(740,553,755,565)
ministry: ଜଙ୍ଗଲ, ପରିବେଶ ଓ ଜଳବାୟୁ ପରିବର୍ତ୍ତନ ମନ୍ତ୍ରଣାଳୟ, xyxy=(989,45,1209,57)
ad-text: SELL GOLD / SETTLE YOUR GOLD LOAN xyxy=(14,1752,198,1779)
ad-title: Mudra Finance xyxy=(851,1843,1049,1906)
condition-number: (iv) xyxy=(6,518,21,530)
toll-free: Toll Free -1800-120-3430 xyxy=(7,1837,205,1851)
colorbox-line: Classified on every xyxy=(1071,1953,1245,1975)
condition-item xyxy=(6,691,720,734)
condition-item xyxy=(740,567,1458,581)
condition-item xyxy=(6,851,720,880)
booking-phone-line: 7894447131, 9337021532, xyxy=(1185,1526,1413,1547)
gold-cash-brand: GOLD CASH xyxy=(52,1731,160,1751)
phone: 9423171970 xyxy=(251,2254,385,2282)
ad-text: ଖର୍ଚ୍ଚ ଋଣରୁ କଟିବ xyxy=(914,1830,986,1842)
tariff-slogan: MORE SPACE • SAME PRICE xyxy=(38,1486,1086,1516)
sd-mark-2: ସ୍ୱା: xyxy=(1238,838,1258,850)
recipient-line: Bhubaneswar. xyxy=(54,190,124,202)
condition-number: (iii) xyxy=(740,423,754,435)
size-cell: 6 x 4 xyxy=(811,1534,948,1551)
tariff-header: For 30 days xyxy=(811,1518,1086,1534)
balaji-finance-ad xyxy=(851,1583,1049,1823)
ad-text: ସରକାରୀ ଯୋଜନା ଦ୍ୱାରା xyxy=(1106,1644,1210,1657)
to-label: To, xyxy=(6,146,21,158)
phone: 9973805993 xyxy=(39,2258,173,2286)
colorbox-line: Size: 6 X 8 xyxy=(1111,2006,1205,2028)
division: (ବନ ସଂରକ୍ଷଣ ବିଭାଗ) xyxy=(1056,74,1142,86)
paragraph-2: 2. After careful consideration of the proposal of the State Government of Odisha and on the basis of the recommendations of the Forest Advisory Committee, In principle approval is hereby granted for use of 9.819 ha of forest land within total Mining lease area of 583.021 ha in Birasal Chromite Mining lease located in Kankadahad Tahasil and Kamakshyanagar (East) Forest Range of Dhenkanal Forest Division in Dhenkanal district for undertaking exploratory drilling of 133 no. of boreholes of 4" dia (133 boreholes @ 0.02 ha each totalling 2.660 ha and 7.159 ha for construction of road) by M/S Odisha Mining Corporation Ltd. for prospecting of minerals under the Forest (Conservation) Act, 1980 subject to the following conditions: xyxy=(6,373,720,443)
phone: 7291069995 xyxy=(251,1721,385,1749)
size-cell: 6 x 4 xyxy=(278,1534,398,1551)
closing: Yours faithfully, xyxy=(652,973,720,985)
finance-logo: FINANCE xyxy=(243,1885,393,2035)
paragraph-3: After receipt of the report on the compliance to the conditions stipulated in the paragraph-2 above from the State Government of Odisha, final/stage-II approval for undertaking exploratory drilling of 133 no. of boreholes of 4" dia (133 boreholes @ 0.02 ha each totalling 2.660 ha and 7.159 ha for construction of road) by M/S Odisha Mining Corporation Ltd. for prospecting of minerals diversion of the said forest under Section-2 of the Forest (Conservation) Act, 1980 will be considered by this Ministry. xyxy=(6,909,720,965)
condition-number: (xii) xyxy=(740,567,757,579)
condition-item xyxy=(740,524,1458,538)
ad-column-2 xyxy=(218,1582,418,2332)
ad-title: BFC FINANCE xyxy=(461,1602,595,1668)
ad-text: 1 ରୁ 50 ଲକ୍ଷ ଲୋନ xyxy=(462,1666,594,1687)
ad-column-3 xyxy=(428,1582,628,2236)
condition-number: (xiii) xyxy=(740,582,759,594)
recipient xyxy=(6,160,720,203)
condition-number: (i) xyxy=(6,446,16,458)
colorbox-line: For Single day: xyxy=(1089,2113,1227,2135)
gst-label: GST 5% xyxy=(1088,1486,1122,1570)
ad-text: A to Z ସମସ୍ୟାର ସମାଧାନ ଗୋଟିଏ କଲରେ xyxy=(1269,2066,1463,2107)
subject xyxy=(740,216,1458,259)
booking-phone-line: 0674-2580385, 7894447148, xyxy=(1176,1505,1422,1526)
ad-text: ମାସକୁ ଭଡା 60,000/- xyxy=(272,1672,364,1685)
ad-text: FREE xyxy=(81,2153,130,2174)
condition-text: During transportation of Bore drilling Machine/ rigs, no new road / permanent path in the forest area will be constructed. xyxy=(40,779,577,791)
colorbox-line: 2,800 xyxy=(1134,2139,1182,2161)
condition-item xyxy=(6,764,720,778)
condition-item xyxy=(740,437,1458,466)
condition-number: (xv) xyxy=(740,611,757,623)
condition-text: ଜଙ୍ଗଲ ଜମିରେ ଡ୍ରିଲିଂ ସମ୍ବନ୍ଧରେ 04.07.2014 ନିର୍ଦ୍ଦେଶାବଳୀ ମାନିବେ। xyxy=(774,582,1056,594)
jeevan-bharti-ad xyxy=(219,2085,417,2332)
